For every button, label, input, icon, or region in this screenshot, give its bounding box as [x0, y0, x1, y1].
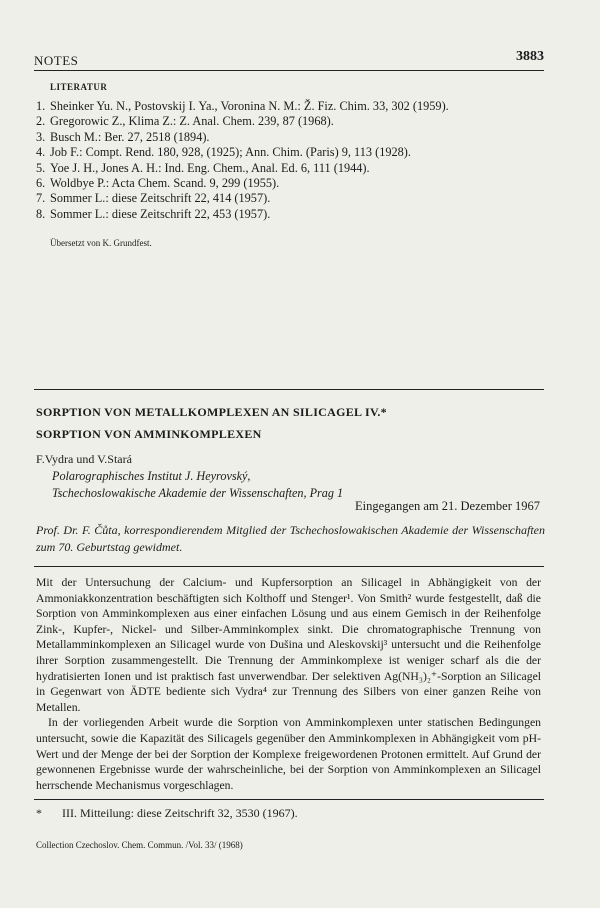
affiliation-line1: Polarographisches Institut J. Heyrovský,	[52, 469, 251, 483]
header-rule	[34, 70, 544, 71]
reference-item	[36, 145, 546, 160]
dedication: Prof. Dr. F. Čůta, korrespondierendem Mitglied der Tschechoslowakischen Akademie der Wissenschaften zum 70. Geburtstag gewidmet.	[36, 523, 545, 554]
reference-item	[36, 176, 546, 191]
reference-text: Sommer L.: diese Zeitschrift 22, 414 (1957).	[50, 191, 271, 206]
reference-text: Yoe J. H., Jones A. H.: Ind. Eng. Chem., Anal. Ed. 6, 111 (1944).	[50, 160, 370, 175]
reference-number: 7.	[36, 191, 46, 206]
reference-number: 2.	[36, 114, 46, 129]
footnote-rule	[34, 799, 544, 800]
reference-list	[36, 99, 546, 222]
affiliation-line2: Tschechoslowakische Akademie der Wissenschaften, Prag 1	[52, 486, 344, 500]
reference-text: Gregorowic Z., Klima Z.: Z. Anal. Chem. 239, 87 (1968).	[50, 114, 334, 129]
section-separator	[34, 389, 544, 390]
page-number: 3883	[516, 49, 544, 64]
authors: F.Vydra und V.Stará	[36, 452, 132, 466]
footnote	[36, 806, 546, 821]
article-title-line2: SORPTION VON AMMINKOMPLEXEN	[36, 427, 262, 441]
reference-text: Sommer L.: diese Zeitschrift 22, 453 (1957).	[50, 206, 271, 221]
footnote-text: III. Mitteilung: diese Zeitschrift 32, 3530 (1967).	[62, 806, 298, 820]
reference-item	[36, 99, 546, 114]
reference-number: 5.	[36, 160, 46, 175]
abstract-rule	[34, 566, 544, 567]
abstract	[36, 575, 541, 793]
reference-item	[36, 130, 546, 145]
reference-number: 3.	[36, 129, 46, 144]
reference-item	[36, 191, 546, 206]
reference-text: Woldbye P.: Acta Chem. Scand. 9, 299 (1955).	[50, 176, 280, 191]
footnote-mark: *	[36, 806, 42, 820]
received-date: Eingegangen am 21. Dezember 1967	[354, 499, 540, 513]
abstract-paragraph: In der vorliegenden Arbeit wurde die Sorption von Amminkomplexen unter statischen Bedingungen untersucht, sowie die Kapazität des Silicagels gegenüber den Amminkomplexen in Abhängigkeit vom pH-Wert und der Menge der bei der Sorption der Komplexe freigewordenen Protonen ermittelt. Auf Grund der gewonnenen Ergebnisse wurde der wahrscheinliche, bei der Sorption von Amminkomplexen an Silicagel herrschende Mechanismus vorgeschlagen.	[36, 716, 541, 792]
journal-citation: Collection Czechoslov. Chem. Commun. /Vol. 33/ (1968)	[36, 840, 243, 850]
translator-note: Übersetzt von K. Grundfest.	[50, 238, 152, 248]
reference-item	[36, 207, 546, 222]
reference-text: Sheinker Yu. N., Postovskij I. Ya., Voronina N. M.: Ž. Fiz. Chim. 33, 302 (1959).	[50, 99, 449, 113]
reference-number: 1.	[36, 99, 46, 113]
abstract-paragraph: Mit der Untersuchung der Calcium- und Kupfersorption an Silicagel in Abhängigkeit von der Ammoniakkonzentration beschäftigten sich Kolthoff und Stenger¹. Von Smith² wurde festgestellt, daß die Sorption von Amminkomplexen aus einer einfachen Lösung und aus einem Gemisch in der Reihenfolge Zink-, Kupfer-, Nickel- und Silber-Amminkomplex sinkt. Die chromatographische Trennung von Metallamminkomplexen an Silicagel wurde von Dušina und Aleskovskij³ untersucht und die Reihenfolge ihrer Sorption zusammengestellt. Die Trennung der Amminkomplexe ist weniger scharf als die der hydratisierten Ionen und ist praktisch fast unverwendbar. Der selektiven Ag(NH₃)₂⁺-Sorption an Silicagel in Gegenwart von ÄDTE bediente sich Vydra⁴ zur Trennung des Silbers von einer ganzen Reihe von Metallen.	[36, 576, 541, 714]
reference-item	[36, 161, 546, 176]
literature-heading: LITERATUR	[50, 82, 108, 92]
reference-number: 6.	[36, 176, 46, 191]
reference-text: Job F.: Compt. Rend. 180, 928, (1925); Ann. Chim. (Paris) 9, 113 (1928).	[50, 145, 411, 160]
section-name: NOTES	[34, 53, 79, 68]
reference-number: 8.	[36, 206, 46, 221]
reference-item	[36, 114, 546, 129]
reference-number: 4.	[36, 145, 46, 160]
reference-text: Busch M.: Ber. 27, 2518 (1894).	[50, 129, 210, 144]
article-title-line1: SORPTION VON METALLKOMPLEXEN AN SILICAGEL IV.*	[36, 405, 387, 419]
running-head	[34, 49, 544, 71]
